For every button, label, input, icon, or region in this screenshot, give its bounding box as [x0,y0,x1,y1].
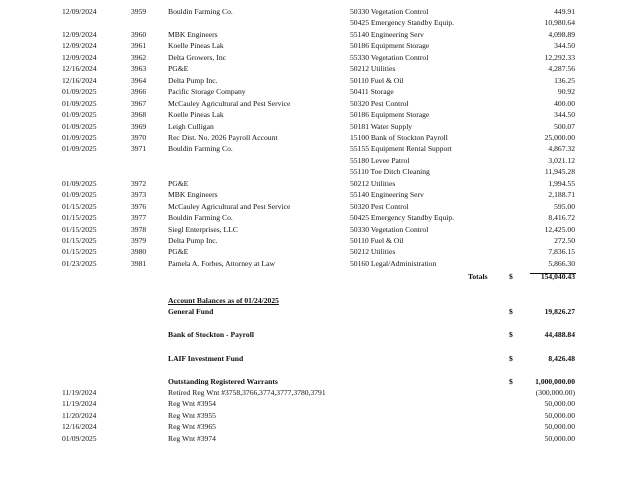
table-row [0,155,640,166]
row-account: 50186 Equipment Storage [350,110,430,120]
warrant-amount: (300,000.00) [535,388,575,397]
row-number: 3971 [131,144,147,154]
row-account: 50110 Fuel & Oil [350,236,404,245]
row-date: 01/15/2025 [62,224,97,234]
row-date: 01/09/2025 [62,121,97,131]
row-date: 12/09/2024 [62,52,97,62]
table-row [0,258,640,269]
balances-heading-row [0,295,640,306]
row-amount: 3,021.12 [548,155,575,165]
row-date: 01/15/2025 [62,201,97,211]
row-date: 01/15/2025 [62,213,97,223]
table-row [0,166,640,177]
row-number: 3980 [131,247,147,257]
row-account: 50425 Emergency Standby Equip. [350,213,455,223]
row-date: 12/09/2024 [62,29,97,39]
row-amount: 136.25 [554,75,575,85]
row-amount: 400.00 [554,98,575,108]
row-account: 50320 Pest Control [350,201,409,211]
warrant-amount: 50,000.00 [544,433,575,443]
row-number: 3967 [131,98,147,108]
row-number: 3981 [131,258,147,268]
warrant-amount: 50,000.00 [544,399,575,409]
row-vendor: Koelle Pineas Lak [168,41,224,51]
balance-label: General Fund [168,307,214,316]
balances-heading: Account Balances as of 01/24/2025 [168,296,279,305]
row-number: 3963 [131,64,147,74]
row-number: 3960 [131,29,147,39]
table-row [0,132,640,143]
table-row [0,75,640,86]
row-account: 55330 Vegetation Control [350,52,429,62]
row-amount: 90.92 [557,87,575,97]
row-vendor: PG&E [168,178,189,188]
row-vendor: MBK Engineers [168,29,218,39]
row-amount: 500.07 [554,121,575,131]
warrant-date: 12/16/2024 [62,422,97,432]
row-account: 50330 Vegetation Control [350,224,429,234]
table-row [0,143,640,154]
row-number: 3959 [131,7,147,16]
table-row [0,235,640,246]
row-amount: 7,836.15 [548,247,575,257]
row-date: 12/16/2024 [62,75,97,85]
row-vendor: McCauley Agricultural and Pest Service [168,201,291,211]
warrant-date: 11/20/2024 [62,410,97,420]
table-row [0,17,640,28]
row-amount: 2,188.71 [548,190,575,200]
warrant-date: 11/19/2024 [62,388,97,397]
row-amount: 344.50 [554,41,575,51]
row-account: 50320 Pest Control [350,98,409,108]
warrant-desc: Reg Wnt #3965 [168,422,216,432]
table-row [0,178,640,189]
row-date: 01/23/2025 [62,258,97,268]
row-date: 01/09/2025 [62,110,97,120]
row-number: 3973 [131,190,147,200]
totals-label: Totals [468,272,488,281]
row-amount: 12,425.00 [544,224,575,234]
row-number: 3977 [131,213,147,223]
totals-dollar: $ [509,272,513,281]
row-vendor: Koelle Pineas Lak [168,110,224,120]
totals-amount: 154,040.43 [540,272,575,281]
warrant-desc: Retired Reg Wnt #3758,3766,3774,3777,3780,3791 [168,388,326,397]
balance-amount: 19,826.27 [544,307,575,316]
balance-outstanding-warrants [0,376,640,387]
warrant-row [0,387,640,398]
table-row [0,109,640,120]
row-vendor: Bouldin Farming Co. [168,144,233,154]
balance-label: Outstanding Registered Warrants [168,377,278,386]
table-row [0,189,640,200]
row-account: 50330 Vegetation Control [350,7,429,16]
row-amount: 10,980.64 [544,18,575,28]
row-amount: 5,866.30 [548,258,575,268]
warrant-desc: Reg Wnt #3974 [168,433,216,443]
table-row [0,63,640,74]
row-vendor: Rec Dist. No. 2026 Payroll Account [168,132,278,142]
row-vendor: Siegl Enterprises, LLC [168,224,238,234]
balance-dollar: $ [509,330,513,339]
row-date: 01/15/2025 [62,247,97,257]
row-vendor: PG&E [168,64,189,74]
balance-amount: 8,426.48 [548,354,575,363]
row-vendor: PG&E [168,247,189,257]
row-date: 12/09/2024 [62,7,97,16]
row-date: 01/15/2025 [62,236,97,245]
row-amount: 272.50 [554,236,575,245]
row-vendor: Bouldin Farming Co. [168,213,233,223]
table-row [0,246,640,257]
row-number: 3970 [131,132,147,142]
row-amount: 8,416.72 [548,213,575,223]
warrant-date: 01/09/2025 [62,433,97,443]
balance-label: LAIF Investment Fund [168,354,244,363]
row-account: 55110 Toe Ditch Cleaning [350,167,430,177]
warrant-date: 11/19/2024 [62,399,97,409]
warrant-desc: Reg Wnt #3954 [168,399,216,409]
row-number: 3961 [131,41,147,51]
row-account: 50425 Emergency Standby Equip. [350,18,455,28]
balance-amount: 44,488.84 [544,330,575,339]
balance-label: Bank of Stockton - Payroll [168,330,254,339]
row-date: 01/09/2025 [62,132,97,142]
warrant-row [0,433,640,444]
balance-amount: 1,000,000.00 [535,377,575,386]
row-amount: 1,994.55 [548,178,575,188]
table-row [0,98,640,109]
row-amount: 4,287.56 [548,64,575,74]
balance-dollar: $ [509,377,513,386]
row-account: 50212 Utilities [350,64,396,74]
row-vendor: McCauley Agricultural and Pest Service [168,98,291,108]
row-account: 50160 Legal/Administration [350,258,437,268]
balance-payroll [0,329,640,340]
row-number: 3978 [131,224,147,234]
warrant-amount: 50,000.00 [544,422,575,432]
row-number: 3966 [131,87,147,97]
row-date: 01/09/2025 [62,87,97,97]
row-number: 3969 [131,121,147,131]
row-account: 55180 Levee Patrol [350,155,410,165]
row-vendor: MBK Engineers [168,190,218,200]
row-amount: 12,292.33 [544,52,575,62]
row-number: 3972 [131,178,147,188]
row-account: 55140 Engineering Serv [350,29,424,39]
row-vendor: Delta Pump Inc. [168,236,218,245]
row-date: 01/09/2025 [62,98,97,108]
row-amount: 11,945.28 [544,167,575,177]
row-amount: 4,867.32 [548,144,575,154]
warrant-row [0,410,640,421]
balance-dollar: $ [509,354,513,363]
row-account: 50181 Water Supply [350,121,413,131]
row-account: 50186 Equipment Storage [350,41,430,51]
table-row [0,6,640,17]
row-vendor: Pacific Storage Company [168,87,246,97]
row-account: 50212 Utilities [350,247,396,257]
balance-laif [0,353,640,364]
row-amount: 344.50 [554,110,575,120]
row-number: 3979 [131,236,147,245]
row-vendor: Leigh Culligan [168,121,214,131]
row-account: 55140 Engineering Serv [350,190,424,200]
row-account: 50212 Utilities [350,178,396,188]
balance-dollar: $ [509,307,513,316]
warrant-desc: Reg Wnt #3955 [168,410,216,420]
row-number: 3976 [131,201,147,211]
table-row [0,86,640,97]
row-account: 50110 Fuel & Oil [350,75,404,85]
row-date: 01/09/2025 [62,144,97,154]
row-number: 3962 [131,52,147,62]
table-row [0,212,640,223]
row-account: 50411 Storage [350,87,394,97]
row-date: 12/09/2024 [62,41,97,51]
table-row [0,52,640,63]
warrant-row [0,421,640,432]
row-amount: 25,000.00 [544,132,575,142]
row-vendor: Pamela A. Forbes, Attorney at Law [168,258,275,268]
row-date: 01/09/2025 [62,190,97,200]
balance-general-fund [0,306,640,317]
table-row [0,201,640,212]
table-row [0,224,640,235]
row-amount: 449.91 [554,7,575,16]
row-number: 3968 [131,110,147,120]
row-account: 15100 Bank of Stockton Payroll [350,132,448,142]
warrant-row [0,398,640,409]
totals-row [0,271,640,282]
row-amount: 4,098.89 [548,29,575,39]
table-row [0,40,640,51]
row-date: 12/16/2024 [62,64,97,74]
row-number: 3964 [131,75,147,85]
warrant-amount: 50,000.00 [544,410,575,420]
row-date: 01/09/2025 [62,178,97,188]
row-account: 55155 Equipment Rental Support [350,144,452,154]
row-amount: 595.00 [554,201,575,211]
row-vendor: Bouldin Farming Co. [168,7,233,16]
table-row [0,29,640,40]
row-vendor: Delta Growers, Inc [168,52,226,62]
row-vendor: Delta Pump Inc. [168,75,218,85]
table-row [0,121,640,132]
